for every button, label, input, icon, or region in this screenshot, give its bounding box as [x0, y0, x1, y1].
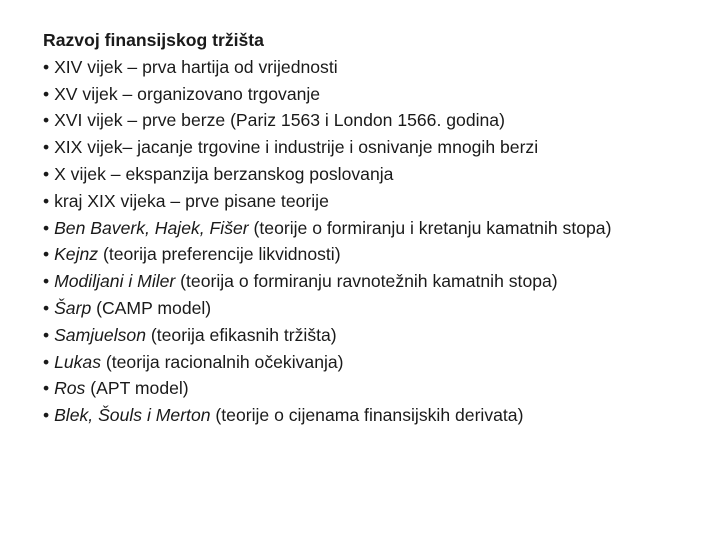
bullet-icon: • — [43, 324, 50, 345]
list-item — [43, 268, 683, 295]
list-item — [43, 81, 683, 108]
list-item — [43, 188, 683, 215]
list-item — [43, 161, 683, 188]
list-item — [43, 54, 683, 81]
bullet-icon: • — [43, 163, 50, 184]
bullet-icon: • — [43, 378, 50, 399]
item-author: Ros — [54, 378, 86, 399]
bullet-icon: • — [43, 110, 50, 131]
bullet-icon: • — [43, 137, 50, 158]
bullet-icon: • — [43, 405, 50, 426]
list-item — [43, 375, 683, 402]
bullet-list — [43, 54, 683, 429]
item-text: (teorije o formiranju i kretanju kamatnih stopa) — [248, 217, 612, 238]
item-author: Šarp — [54, 297, 92, 318]
item-author: Lukas — [54, 351, 102, 372]
list-item — [43, 241, 683, 268]
item-text: (APT model) — [85, 378, 189, 399]
item-text: (teorije o cijenama finansijskih derivata) — [210, 405, 524, 426]
item-author: Blek, Šouls i Merton — [54, 405, 211, 426]
bullet-icon: • — [43, 217, 50, 238]
slide-content — [43, 27, 683, 429]
list-item — [43, 107, 683, 134]
item-author: Ben Baverk, Hajek, Fišer — [54, 217, 249, 238]
item-text: (CAMP model) — [91, 297, 212, 318]
bullet-icon: • — [43, 56, 50, 77]
bullet-icon: • — [43, 190, 50, 211]
bullet-icon: • — [43, 351, 50, 372]
item-text: X vijek – ekspanzija berzanskog poslovanja — [54, 163, 394, 184]
list-item — [43, 295, 683, 322]
item-text: XVI vijek – prve berze (Pariz 1563 i London 1566. godina) — [54, 110, 505, 131]
item-text: XIV vijek – prva hartija od vrijednosti — [54, 56, 338, 77]
list-item — [43, 349, 683, 376]
item-author: Samjuelson — [54, 324, 146, 345]
item-author: Modiljani i Miler — [54, 271, 176, 292]
item-text: (teorija efikasnih tržišta) — [146, 324, 337, 345]
bullet-icon: • — [43, 83, 50, 104]
list-item — [43, 322, 683, 349]
item-text: (teorija racionalnih očekivanja) — [101, 351, 344, 372]
item-author: Kejnz — [54, 244, 99, 265]
list-item — [43, 134, 683, 161]
item-text: (teorija o formiranju ravnotežnih kamatnih stopa) — [175, 271, 558, 292]
item-text: kraj XIX vijeka – prve pisane teorije — [54, 190, 329, 211]
item-text: XV vijek – organizovano trgovanje — [54, 83, 321, 104]
bullet-icon: • — [43, 244, 50, 265]
list-item — [43, 402, 683, 429]
bullet-icon: • — [43, 297, 50, 318]
list-item — [43, 215, 683, 242]
item-text: (teorija preferencije likvidnosti) — [98, 244, 341, 265]
slide-title: Razvoj finansijskog tržišta — [43, 30, 264, 50]
item-text: XIX vijek– jacanje trgovine i industrije i osnivanje mnogih berzi — [54, 137, 539, 158]
bullet-icon: • — [43, 271, 50, 292]
